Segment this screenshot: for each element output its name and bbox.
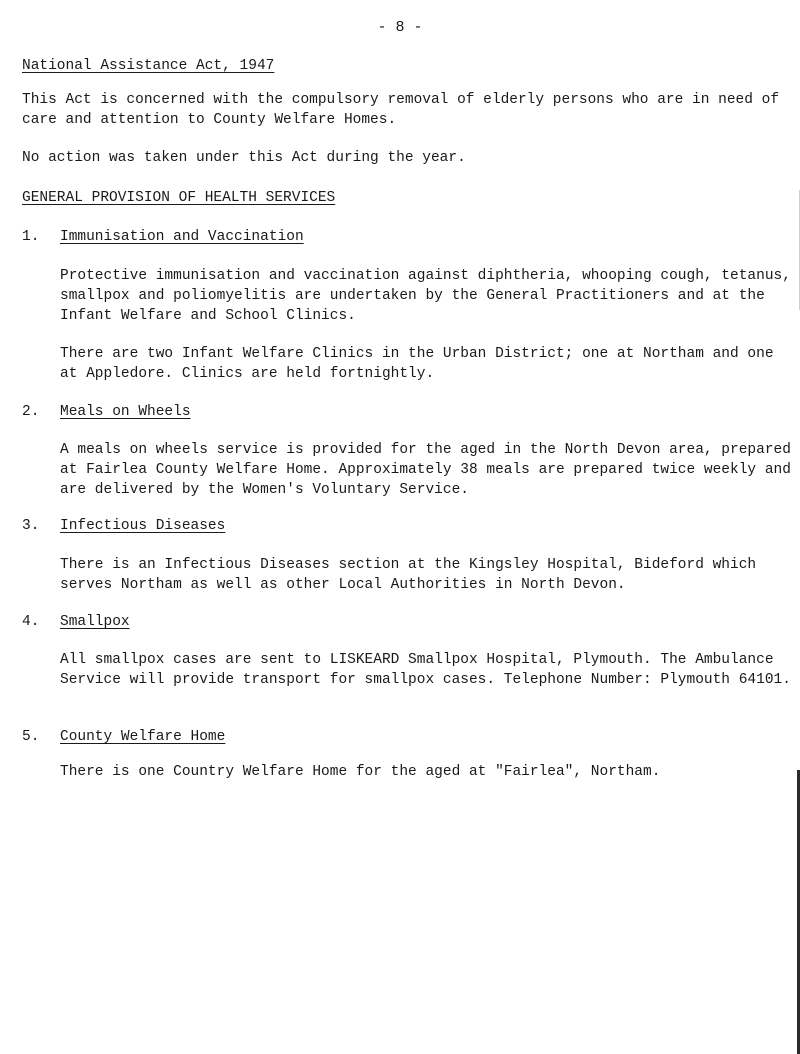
section-1-paragraph-2: There are two Infant Welfare Clinics in the Urban District; one at Northam and one at Appledore. Clinics are held fortnightly. [60, 346, 774, 382]
act-paragraph-2: No action was taken under this Act during the year. [22, 150, 466, 166]
section-2-number: 2. [22, 404, 40, 420]
act-paragraph-1: This Act is concerned with the compulsory removal of elderly persons who are in need of care and attention to County Welfare Homes. [22, 92, 780, 128]
page-number: - 8 - [377, 19, 423, 36]
section-5-paragraph-1: There is one Country Welfare Home for the aged at "Fairlea", Northam. [60, 764, 661, 780]
section-3-heading: Infectious Diseases [60, 518, 226, 534]
section-1-number: 1. [22, 229, 40, 245]
section-4-heading: Smallpox [60, 614, 130, 630]
section-1-heading: Immunisation and Vaccination [60, 229, 304, 245]
section-2-heading: Meals on Wheels [60, 404, 191, 420]
section-5-number: 5. [22, 729, 40, 745]
general-heading: GENERAL PROVISION OF HEALTH SERVICES [22, 190, 336, 206]
section-4-number: 4. [22, 614, 40, 630]
section-1-paragraph-1: Protective immunisation and vaccination against diphtheria, whooping cough, tetanus, smallpox and poliomyelitis are undertaken by the General Practitioners and at the Infant Welfare and School Clinics. [60, 268, 791, 324]
section-3-paragraph-1: There is an Infectious Diseases section at the Kingsley Hospital, Bideford which serves Northam as well as other Local Authorities in North Devon. [60, 557, 757, 593]
section-2-paragraph-1: A meals on wheels service is provided for the aged in the North Devon area, prepared at Fairlea County Welfare Home. Approximately 38 meals are prepared twice weekly and are delivered by the Women's Voluntary Service. [60, 442, 791, 498]
section-4-paragraph-1: All smallpox cases are sent to LISKEARD Smallpox Hospital, Plymouth. The Ambulance Service will provide transport for smallpox cases. Telephone Number: Plymouth 64101. [60, 652, 791, 688]
act-heading: National Assistance Act, 1947 [22, 58, 275, 74]
section-5-heading: County Welfare Home [60, 729, 226, 745]
section-3-number: 3. [22, 518, 40, 534]
